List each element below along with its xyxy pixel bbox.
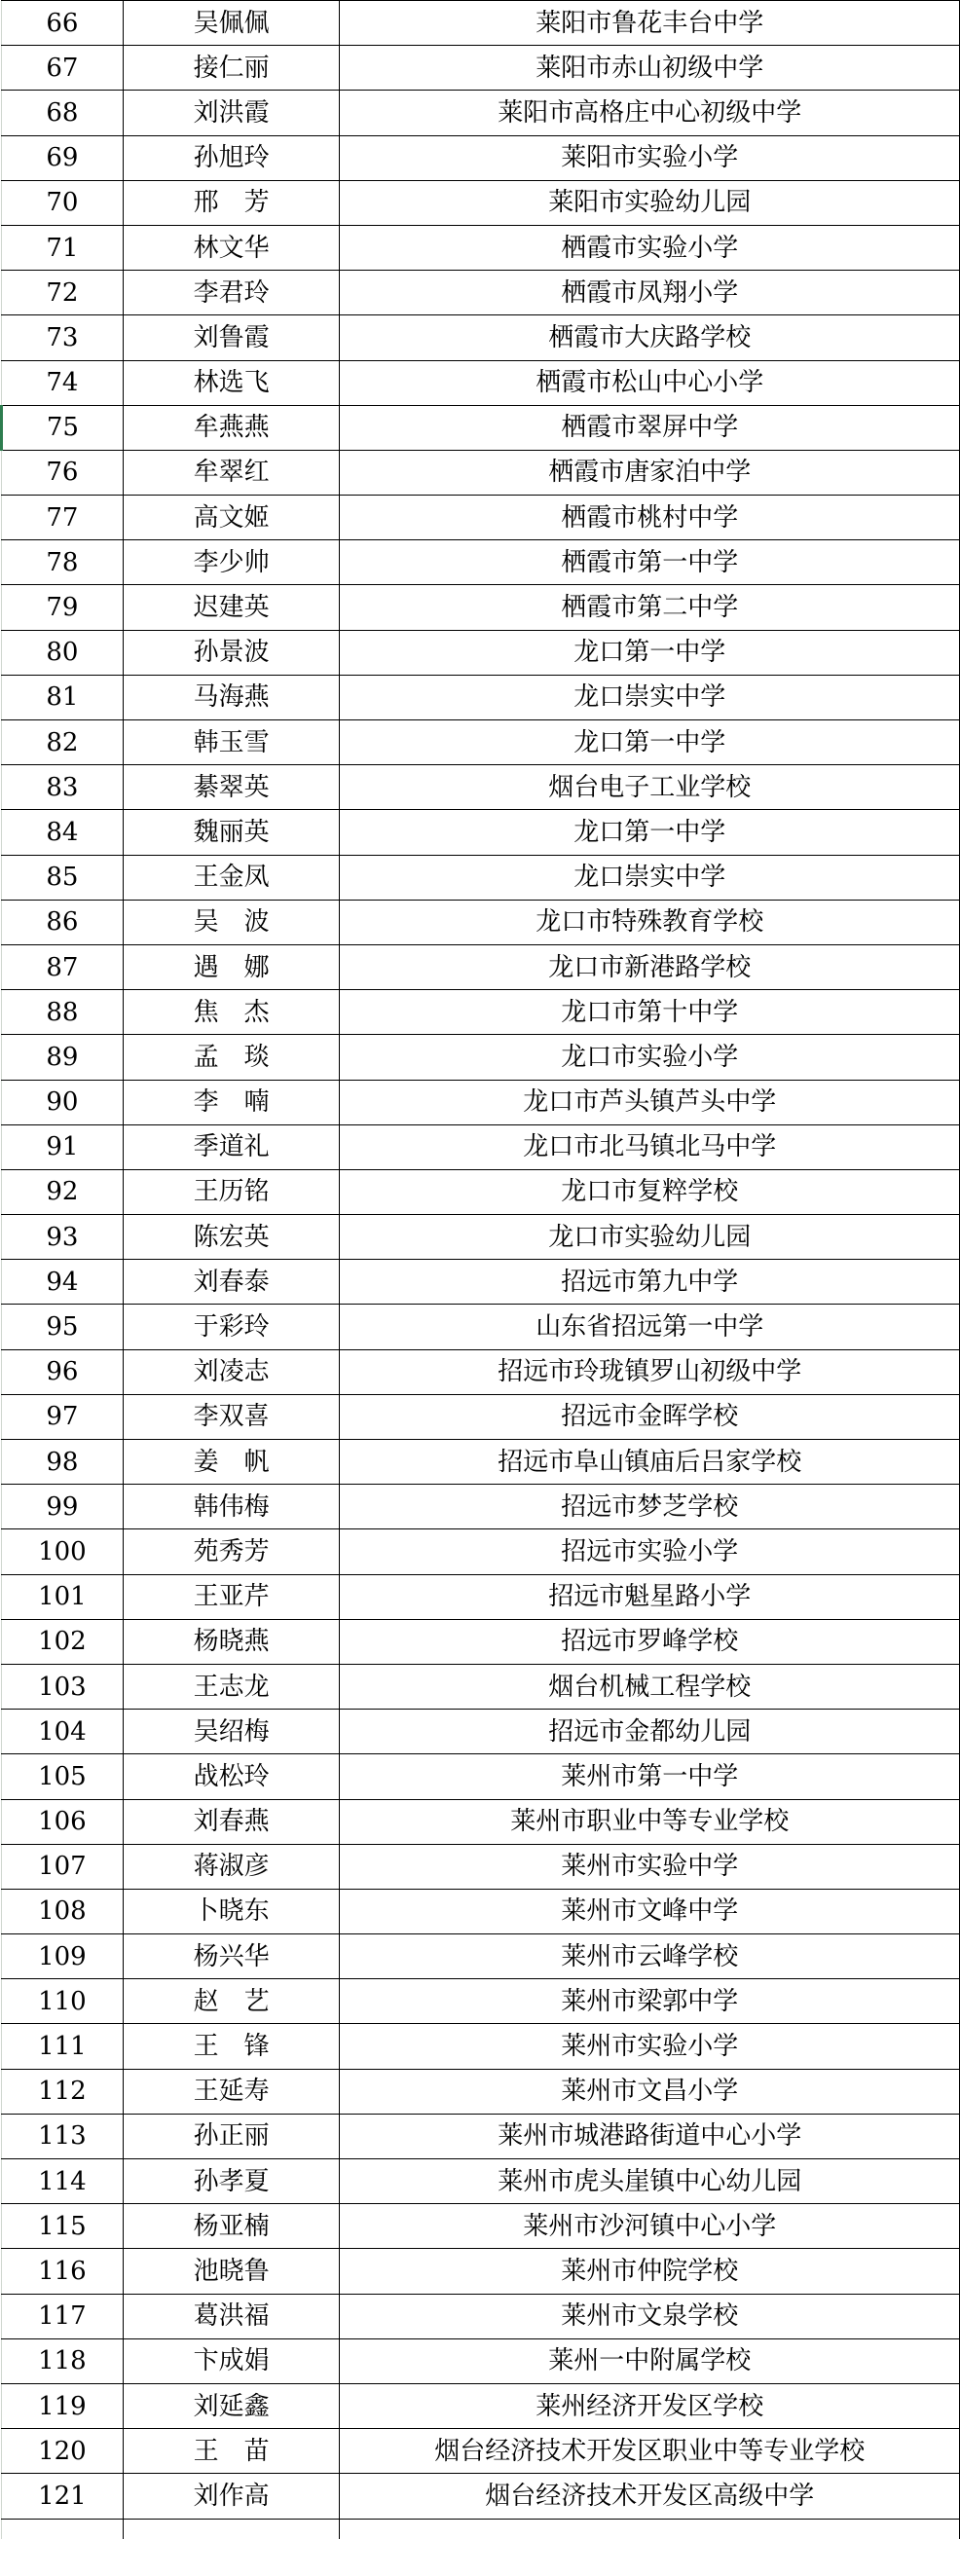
- teacher-name-cell[interactable]: 卜晓东: [123, 1889, 340, 1933]
- school-name-cell[interactable]: 烟台经济技术开发区高级中学: [340, 2474, 960, 2519]
- row-number-cell[interactable]: 94: [2, 1260, 124, 1305]
- school-name-cell[interactable]: 栖霞市翠屏中学: [340, 405, 960, 450]
- table-row[interactable]: [2, 1664, 960, 1709]
- row-number-cell[interactable]: 87: [2, 944, 124, 989]
- school-name-cell[interactable]: 莱州市文泉学校: [340, 2294, 960, 2338]
- table-row[interactable]: [2, 990, 960, 1035]
- table-row[interactable]: [2, 1349, 960, 1394]
- teacher-name-cell[interactable]: 刘作高: [123, 2474, 340, 2519]
- table-row[interactable]: [2, 1124, 960, 1169]
- table-row[interactable]: [2, 1529, 960, 1574]
- table-row[interactable]: [2, 1035, 960, 1080]
- school-name-cell[interactable]: 龙口市特殊教育学校: [340, 900, 960, 944]
- table-row[interactable]: [2, 180, 960, 225]
- table-row[interactable]: [2, 1080, 960, 1124]
- table-row[interactable]: [2, 2204, 960, 2249]
- table-row[interactable]: [2, 450, 960, 495]
- row-number-cell[interactable]: 114: [2, 2159, 124, 2204]
- row-number-cell[interactable]: 107: [2, 1844, 124, 1889]
- teacher-name-cell[interactable]: 马海燕: [123, 675, 340, 719]
- school-name-cell[interactable]: 栖霞市松山中心小学: [340, 360, 960, 405]
- row-number-cell[interactable]: 71: [2, 225, 124, 270]
- school-name-cell[interactable]: 莱阳市高格庄中心初级中学: [340, 91, 960, 135]
- table-body: [2, 1, 960, 2539]
- school-name-cell[interactable]: 烟台电子工业学校: [340, 765, 960, 810]
- teacher-name-cell[interactable]: 孙景波: [123, 630, 340, 675]
- table-row[interactable]: [2, 585, 960, 630]
- table-row[interactable]: [2, 1710, 960, 1754]
- row-number-cell[interactable]: 121: [2, 2474, 124, 2519]
- school-name-cell[interactable]: 龙口市北马镇北马中学: [340, 1124, 960, 1169]
- row-number-cell[interactable]: 70: [2, 180, 124, 225]
- school-name-cell[interactable]: 龙口市实验幼儿园: [340, 1215, 960, 1260]
- school-name-cell[interactable]: 龙口市新港路学校: [340, 944, 960, 989]
- school-name-cell[interactable]: 莱州市实验小学: [340, 2024, 960, 2069]
- row-number-cell[interactable]: 73: [2, 315, 124, 360]
- teacher-name-cell[interactable]: 牟燕燕: [123, 405, 340, 450]
- row-number-cell[interactable]: 101: [2, 1574, 124, 1619]
- school-name-cell[interactable]: 莱州市职业中等专业学校: [340, 1799, 960, 1844]
- teacher-name-cell[interactable]: 池晓鲁: [123, 2249, 340, 2294]
- table-row[interactable]: [2, 1440, 960, 1485]
- school-name-cell[interactable]: 招远市第九中学: [340, 1260, 960, 1305]
- school-name-cell[interactable]: 莱州市梁郭中学: [340, 1979, 960, 2024]
- table-row[interactable]: [2, 1169, 960, 1214]
- row-number-cell[interactable]: 115: [2, 2204, 124, 2249]
- row-number-cell[interactable]: 99: [2, 1485, 124, 1529]
- teacher-name-cell[interactable]: 苑秀芳: [123, 1529, 340, 1574]
- school-name-cell[interactable]: 龙口市第十中学: [340, 990, 960, 1035]
- teacher-name-cell[interactable]: 葛洪福: [123, 2294, 340, 2338]
- teacher-name-cell[interactable]: 遇 娜: [123, 944, 340, 989]
- teacher-name-cell[interactable]: 王延寿: [123, 2069, 340, 2114]
- school-name-cell[interactable]: 栖霞市实验小学: [340, 225, 960, 270]
- school-name-cell[interactable]: 龙口市实验小学: [340, 1035, 960, 1080]
- row-number-cell[interactable]: 76: [2, 450, 124, 495]
- school-name-cell[interactable]: 栖霞市唐家泊中学: [340, 450, 960, 495]
- teacher-name-cell[interactable]: 赵 艺: [123, 1979, 340, 2024]
- teacher-name-cell[interactable]: 接仁丽: [123, 46, 340, 91]
- table-row[interactable]: [2, 1485, 960, 1529]
- row-number-cell[interactable]: 81: [2, 675, 124, 719]
- school-name-cell[interactable]: 龙口第一中学: [340, 630, 960, 675]
- teacher-name-cell[interactable]: 刘洪霞: [123, 91, 340, 135]
- school-name-cell[interactable]: 招远市罗峰学校: [340, 1619, 960, 1664]
- teacher-name-cell[interactable]: 林选飞: [123, 360, 340, 405]
- row-number-cell[interactable]: 111: [2, 2024, 124, 2069]
- table-row[interactable]: [2, 405, 960, 450]
- row-number-cell[interactable]: 86: [2, 900, 124, 944]
- table-row[interactable]: [2, 2249, 960, 2294]
- teacher-name-cell[interactable]: 韩伟梅: [123, 1485, 340, 1529]
- teacher-name-cell[interactable]: 李少帅: [123, 540, 340, 585]
- school-name-cell[interactable]: 栖霞市大庆路学校: [340, 315, 960, 360]
- row-number-cell[interactable]: 91: [2, 1124, 124, 1169]
- school-name-cell[interactable]: 莱阳市赤山初级中学: [340, 46, 960, 91]
- teacher-name-cell[interactable]: 蒋淑彦: [123, 1844, 340, 1889]
- school-name-cell[interactable]: 龙口市芦头镇芦头中学: [340, 1080, 960, 1124]
- table-row[interactable]: [2, 135, 960, 180]
- table-row[interactable]: [2, 2294, 960, 2338]
- row-number-cell[interactable]: 89: [2, 1035, 124, 1080]
- row-number-cell[interactable]: 79: [2, 585, 124, 630]
- table-row[interactable]: [2, 271, 960, 315]
- table-row[interactable]: [2, 1260, 960, 1305]
- table-row[interactable]: [2, 675, 960, 719]
- table-row[interactable]: [2, 765, 960, 810]
- teacher-name-cell[interactable]: 刘春泰: [123, 1260, 340, 1305]
- teacher-name-cell[interactable]: 李君玲: [123, 271, 340, 315]
- school-name-cell[interactable]: 莱州市仲院学校: [340, 2249, 960, 2294]
- table-row[interactable]: [2, 2474, 960, 2519]
- teacher-name-cell[interactable]: 迟建英: [123, 585, 340, 630]
- teacher-name-cell[interactable]: 魏丽英: [123, 810, 340, 855]
- school-name-cell[interactable]: 龙口崇实中学: [340, 675, 960, 719]
- teacher-name-cell[interactable]: 孙孝夏: [123, 2159, 340, 2204]
- table-row[interactable]: [2, 496, 960, 540]
- row-number-cell[interactable]: 67: [2, 46, 124, 91]
- teacher-name-cell[interactable]: 吴佩佩: [123, 1, 340, 46]
- teacher-name-cell[interactable]: 吴绍梅: [123, 1710, 340, 1754]
- row-number-cell[interactable]: 100: [2, 1529, 124, 1574]
- school-name-cell[interactable]: 龙口第一中学: [340, 810, 960, 855]
- school-name-cell[interactable]: 招远市梦芝学校: [340, 1485, 960, 1529]
- teacher-name-cell[interactable]: 于彩玲: [123, 1305, 340, 1349]
- row-number-cell[interactable]: 104: [2, 1710, 124, 1754]
- table-row[interactable]: [2, 1215, 960, 1260]
- teacher-name-cell[interactable]: 陈宏英: [123, 1215, 340, 1260]
- table-row[interactable]: [2, 1889, 960, 1933]
- school-name-cell[interactable]: 龙口崇实中学: [340, 855, 960, 900]
- school-name-cell[interactable]: 莱州市文峰中学: [340, 1889, 960, 1933]
- school-name-cell[interactable]: 招远市金都幼儿园: [340, 1710, 960, 1754]
- empty-cell: [340, 2519, 960, 2539]
- school-name-cell[interactable]: 栖霞市凤翔小学: [340, 271, 960, 315]
- teacher-name-cell[interactable]: 刘凌志: [123, 1349, 340, 1394]
- teacher-name-cell[interactable]: 焦 杰: [123, 990, 340, 1035]
- table-row[interactable]: [2, 900, 960, 944]
- table-row[interactable]: [2, 1574, 960, 1619]
- table-row[interactable]: [2, 1754, 960, 1799]
- teacher-name-cell[interactable]: 刘延鑫: [123, 2383, 340, 2428]
- school-name-cell[interactable]: 莱阳市实验小学: [340, 135, 960, 180]
- teacher-name-cell[interactable]: 刘春燕: [123, 1799, 340, 1844]
- row-number-cell[interactable]: 102: [2, 1619, 124, 1664]
- teacher-name-cell[interactable]: 王历铭: [123, 1169, 340, 1214]
- school-name-cell[interactable]: 莱州市第一中学: [340, 1754, 960, 1799]
- table-row[interactable]: [2, 1, 960, 46]
- table-row[interactable]: [2, 1799, 960, 1844]
- table-row[interactable]: [2, 540, 960, 585]
- row-number-cell[interactable]: 69: [2, 135, 124, 180]
- row-number-cell[interactable]: 82: [2, 720, 124, 765]
- teacher-name-cell[interactable]: 吴 波: [123, 900, 340, 944]
- row-number-cell[interactable]: 120: [2, 2429, 124, 2474]
- row-number-cell[interactable]: 117: [2, 2294, 124, 2338]
- teacher-name-cell[interactable]: 卞成娟: [123, 2338, 340, 2383]
- empty-cell: [123, 2519, 340, 2539]
- teacher-name-cell[interactable]: 王志龙: [123, 1664, 340, 1709]
- row-number-cell[interactable]: 83: [2, 765, 124, 810]
- teacher-name-cell[interactable]: 綦翠英: [123, 765, 340, 810]
- row-number-cell[interactable]: 66: [2, 1, 124, 46]
- teacher-name-cell[interactable]: 刘鲁霞: [123, 315, 340, 360]
- row-number-cell[interactable]: 77: [2, 496, 124, 540]
- table-row[interactable]: [2, 91, 960, 135]
- table-row[interactable]: [2, 2024, 960, 2069]
- table-row[interactable]: [2, 2159, 960, 2204]
- row-number-cell[interactable]: 110: [2, 1979, 124, 2024]
- row-number-cell[interactable]: 95: [2, 1305, 124, 1349]
- school-name-cell[interactable]: 栖霞市第一中学: [340, 540, 960, 585]
- teacher-name-cell[interactable]: 战松玲: [123, 1754, 340, 1799]
- teacher-name-cell[interactable]: 季道礼: [123, 1124, 340, 1169]
- school-name-cell[interactable]: 莱州市实验中学: [340, 1844, 960, 1889]
- row-number-cell[interactable]: 93: [2, 1215, 124, 1260]
- table-row[interactable]: [2, 2069, 960, 2114]
- school-name-cell[interactable]: 龙口第一中学: [340, 720, 960, 765]
- school-name-cell[interactable]: 莱州经济开发区学校: [340, 2383, 960, 2428]
- teacher-name-cell[interactable]: 王 锋: [123, 2024, 340, 2069]
- school-name-cell[interactable]: 莱阳市实验幼儿园: [340, 180, 960, 225]
- table-row[interactable]: [2, 855, 960, 900]
- empty-cell: [2, 2519, 124, 2539]
- row-number-cell[interactable]: 72: [2, 271, 124, 315]
- row-number-cell[interactable]: 103: [2, 1664, 124, 1709]
- table-row[interactable]: [2, 720, 960, 765]
- row-number-cell[interactable]: 84: [2, 810, 124, 855]
- school-name-cell[interactable]: 烟台机械工程学校: [340, 1664, 960, 1709]
- teacher-name-cell[interactable]: 高文姬: [123, 496, 340, 540]
- row-number-cell[interactable]: 85: [2, 855, 124, 900]
- table-row[interactable]: [2, 1305, 960, 1349]
- table-row[interactable]: [2, 46, 960, 91]
- table-row[interactable]: [2, 630, 960, 675]
- teacher-name-cell[interactable]: 孟 琰: [123, 1035, 340, 1080]
- table-row[interactable]: [2, 1394, 960, 1439]
- teacher-name-cell[interactable]: 林文华: [123, 225, 340, 270]
- school-name-cell[interactable]: 烟台经济技术开发区职业中等专业学校: [340, 2429, 960, 2474]
- partial-row: [2, 2519, 960, 2539]
- teacher-name-cell[interactable]: 李 喃: [123, 1080, 340, 1124]
- row-number-cell[interactable]: 106: [2, 1799, 124, 1844]
- row-number-cell[interactable]: 75: [2, 405, 124, 450]
- table-row[interactable]: [2, 944, 960, 989]
- school-name-cell[interactable]: 莱州市城港路街道中心小学: [340, 2114, 960, 2158]
- school-name-cell[interactable]: 招远市实验小学: [340, 1529, 960, 1574]
- teacher-name-cell[interactable]: 王 苗: [123, 2429, 340, 2474]
- table-row[interactable]: [2, 315, 960, 360]
- school-name-cell[interactable]: 莱州市虎头崖镇中心幼儿园: [340, 2159, 960, 2204]
- row-number-cell[interactable]: 105: [2, 1754, 124, 1799]
- school-name-cell[interactable]: 招远市魁星路小学: [340, 1574, 960, 1619]
- table-row[interactable]: [2, 360, 960, 405]
- row-number-cell[interactable]: 108: [2, 1889, 124, 1933]
- row-number-cell[interactable]: 118: [2, 2338, 124, 2383]
- row-number-cell[interactable]: 116: [2, 2249, 124, 2294]
- row-number-cell[interactable]: 119: [2, 2383, 124, 2428]
- school-name-cell[interactable]: 莱州市文昌小学: [340, 2069, 960, 2114]
- teacher-name-cell[interactable]: 王金凤: [123, 855, 340, 900]
- school-name-cell[interactable]: 招远市玲珑镇罗山初级中学: [340, 1349, 960, 1394]
- teacher-name-cell[interactable]: 杨亚楠: [123, 2204, 340, 2249]
- row-number-cell[interactable]: 68: [2, 91, 124, 135]
- school-name-cell[interactable]: 栖霞市桃村中学: [340, 496, 960, 540]
- row-number-cell[interactable]: 113: [2, 2114, 124, 2158]
- school-name-cell[interactable]: 招远市阜山镇庙后吕家学校: [340, 1440, 960, 1485]
- teacher-name-cell[interactable]: 牟翠红: [123, 450, 340, 495]
- table-row[interactable]: [2, 1844, 960, 1889]
- row-number-cell[interactable]: 98: [2, 1440, 124, 1485]
- row-number-cell[interactable]: 97: [2, 1394, 124, 1439]
- teacher-name-cell[interactable]: 王亚芹: [123, 1574, 340, 1619]
- row-number-cell[interactable]: 80: [2, 630, 124, 675]
- table-row[interactable]: [2, 2338, 960, 2383]
- school-name-cell[interactable]: 莱州一中附属学校: [340, 2338, 960, 2383]
- table-row[interactable]: [2, 1934, 960, 1979]
- teacher-name-cell[interactable]: 邢 芳: [123, 180, 340, 225]
- teacher-name-cell[interactable]: 姜 帆: [123, 1440, 340, 1485]
- table-row[interactable]: [2, 1979, 960, 2024]
- table-row[interactable]: [2, 2114, 960, 2158]
- teacher-name-cell[interactable]: 韩玉雪: [123, 720, 340, 765]
- row-number-cell[interactable]: 96: [2, 1349, 124, 1394]
- row-number-cell[interactable]: 112: [2, 2069, 124, 2114]
- school-name-cell[interactable]: 山东省招远第一中学: [340, 1305, 960, 1349]
- school-name-cell[interactable]: 莱州市云峰学校: [340, 1934, 960, 1979]
- table-row[interactable]: [2, 2383, 960, 2428]
- row-number-cell[interactable]: 78: [2, 540, 124, 585]
- teacher-name-cell[interactable]: 杨兴华: [123, 1934, 340, 1979]
- school-name-cell[interactable]: 莱阳市鲁花丰台中学: [340, 1, 960, 46]
- row-number-cell[interactable]: 88: [2, 990, 124, 1035]
- teacher-name-cell[interactable]: 杨晓燕: [123, 1619, 340, 1664]
- table-row[interactable]: [2, 810, 960, 855]
- table-row[interactable]: [2, 2429, 960, 2474]
- row-number-cell[interactable]: 90: [2, 1080, 124, 1124]
- teacher-name-cell[interactable]: 李双喜: [123, 1394, 340, 1439]
- table-row[interactable]: [2, 1619, 960, 1664]
- row-number-cell[interactable]: 74: [2, 360, 124, 405]
- teacher-name-cell[interactable]: 孙旭玲: [123, 135, 340, 180]
- school-name-cell[interactable]: 莱州市沙河镇中心小学: [340, 2204, 960, 2249]
- teacher-name-cell[interactable]: 孙正丽: [123, 2114, 340, 2158]
- school-name-cell[interactable]: 招远市金晖学校: [340, 1394, 960, 1439]
- table-row[interactable]: [2, 225, 960, 270]
- row-number-cell[interactable]: 109: [2, 1934, 124, 1979]
- school-name-cell[interactable]: 栖霞市第二中学: [340, 585, 960, 630]
- school-name-cell[interactable]: 龙口市复粹学校: [340, 1169, 960, 1214]
- row-number-cell[interactable]: 92: [2, 1169, 124, 1214]
